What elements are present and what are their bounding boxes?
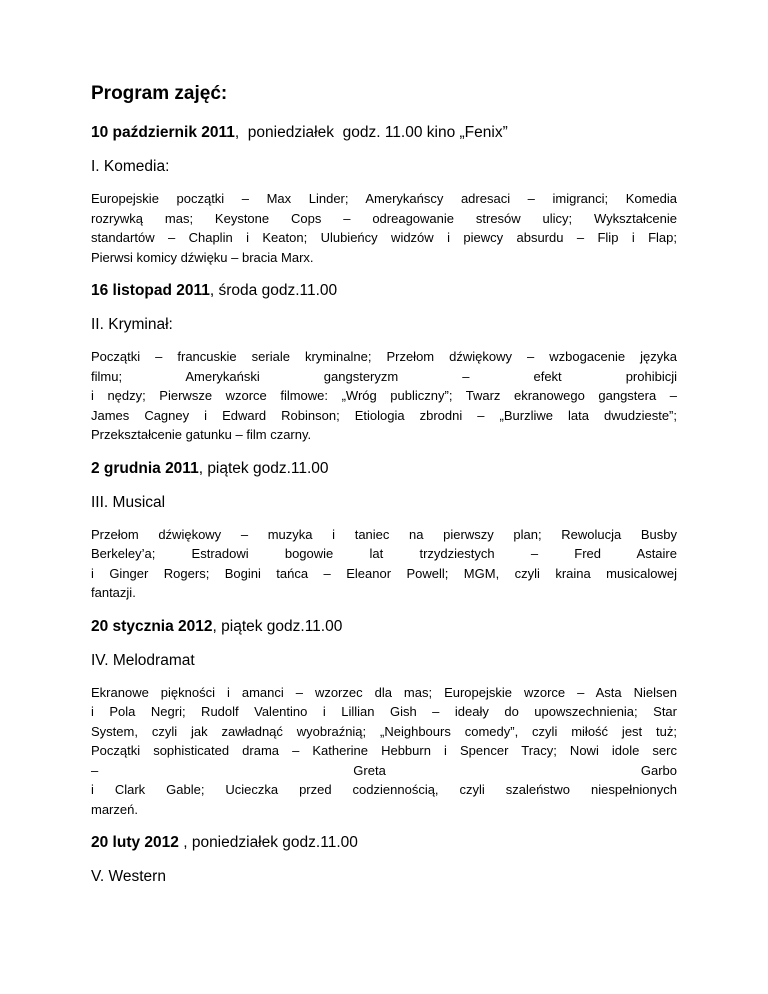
- session-date-line: [91, 281, 677, 301]
- description-line: Pierwsi komicy dźwięku – bracia Marx.: [91, 249, 314, 265]
- section-description: [91, 525, 677, 603]
- description-line: Przełom dźwiękowy – muzyka i taniec na pierwszy plan; Rewolucja Busby: [91, 526, 677, 542]
- sessions-list: [91, 123, 677, 887]
- session-day-time: , piątek godz.11.00: [198, 459, 329, 477]
- description-line: rozrywką mas; Keystone Cops – odreagowanie stresów ulicy; Wykształcenie: [91, 210, 677, 226]
- description-line: System, czyli jak zawładnąć wyobraźnią; „Neighbours comedy”, czyli miłość jest tuż;: [91, 723, 677, 739]
- description-line: filmu; Amerykański gangsteryzm – efekt prohibicji: [91, 368, 677, 384]
- session-date: 2 grudnia 2011: [91, 459, 199, 477]
- description-line: Berkeley’a; Estradowi bogowie lat trzydziestych – Fred Astaire: [91, 546, 677, 561]
- session-date-line: [91, 617, 677, 637]
- session-date-line: [91, 459, 677, 479]
- session-date: 16 listopad 2011: [91, 282, 210, 299]
- description-line: marzeń.: [91, 801, 138, 817]
- description-line: Ekranowe piękności i amanci – wzorzec dla mas; Europejskie wzorce – Asta Nielsen: [91, 684, 677, 700]
- session-day-time: , poniedziałek godz. 11.00 kino „Fenix”: [234, 124, 508, 141]
- description-line: i nędzy; Pierwsze wzorce filmowe: „Wróg publiczny”; Twarz ekranowego gangstera –: [91, 388, 677, 403]
- session-date: 20 stycznia 2012: [91, 617, 213, 635]
- document-page: [91, 82, 677, 899]
- description-line: – Greta Garbo: [91, 762, 677, 778]
- session-date-line: [91, 123, 677, 143]
- session-date: 20 luty 2012: [91, 834, 179, 851]
- description-line: Przekształcenie gatunku – film czarny.: [91, 427, 312, 442]
- description-line: Początki sophisticated drama – Katherine Hebburn i Spencer Tracy; Nowi idole serc: [91, 743, 677, 758]
- description-line: standartów – Chaplin i Keaton; Ulubieńcy widzów i piewcy absurdu – Flip i Flap;: [91, 230, 677, 245]
- session-date: 10 październik 2011: [91, 124, 235, 141]
- section-title: V. Western: [91, 868, 166, 885]
- section-title: III. Musical: [91, 493, 166, 511]
- description-line: James Cagney i Edward Robinson; Etiologia zbrodni – „Burzliwe lata dwudzieste”;: [91, 407, 677, 423]
- section-title: I. Komedia:: [91, 158, 170, 175]
- description-line: i Ginger Rogers; Bogini tańca – Eleanor Powell; MGM, czyli kraina musicalowej: [91, 565, 677, 581]
- description-line: i Pola Negri; Rudolf Valentino i Lillian Gish – ideały do upowszechnienia; Star: [91, 704, 677, 719]
- description-line: Początki – francuskie seriale kryminalne; Przełom dźwiękowy – wzbogacenie języka: [91, 349, 677, 364]
- session-day-time: , środa godz.11.00: [209, 282, 338, 299]
- section-description: [91, 683, 677, 820]
- section-title: IV. Melodramat: [91, 651, 195, 669]
- description-line: fantazji.: [91, 585, 136, 600]
- page-title: Program zajęć:: [91, 83, 228, 104]
- session-day-time: , poniedziałek godz.11.00: [178, 834, 358, 851]
- session-day-time: , piątek godz.11.00: [212, 617, 343, 635]
- section-description: [91, 189, 677, 267]
- section-description: [91, 347, 677, 445]
- description-line: i Clark Gable; Ucieczka przed codziennością, czyli szaleństwo niespełnionych: [91, 782, 677, 797]
- session-date-line: [91, 833, 677, 853]
- section-title: II. Kryminał:: [91, 316, 173, 333]
- description-line: Europejskie początki – Max Linder; Amerykańscy adresaci – imigranci; Komedia: [91, 191, 677, 206]
